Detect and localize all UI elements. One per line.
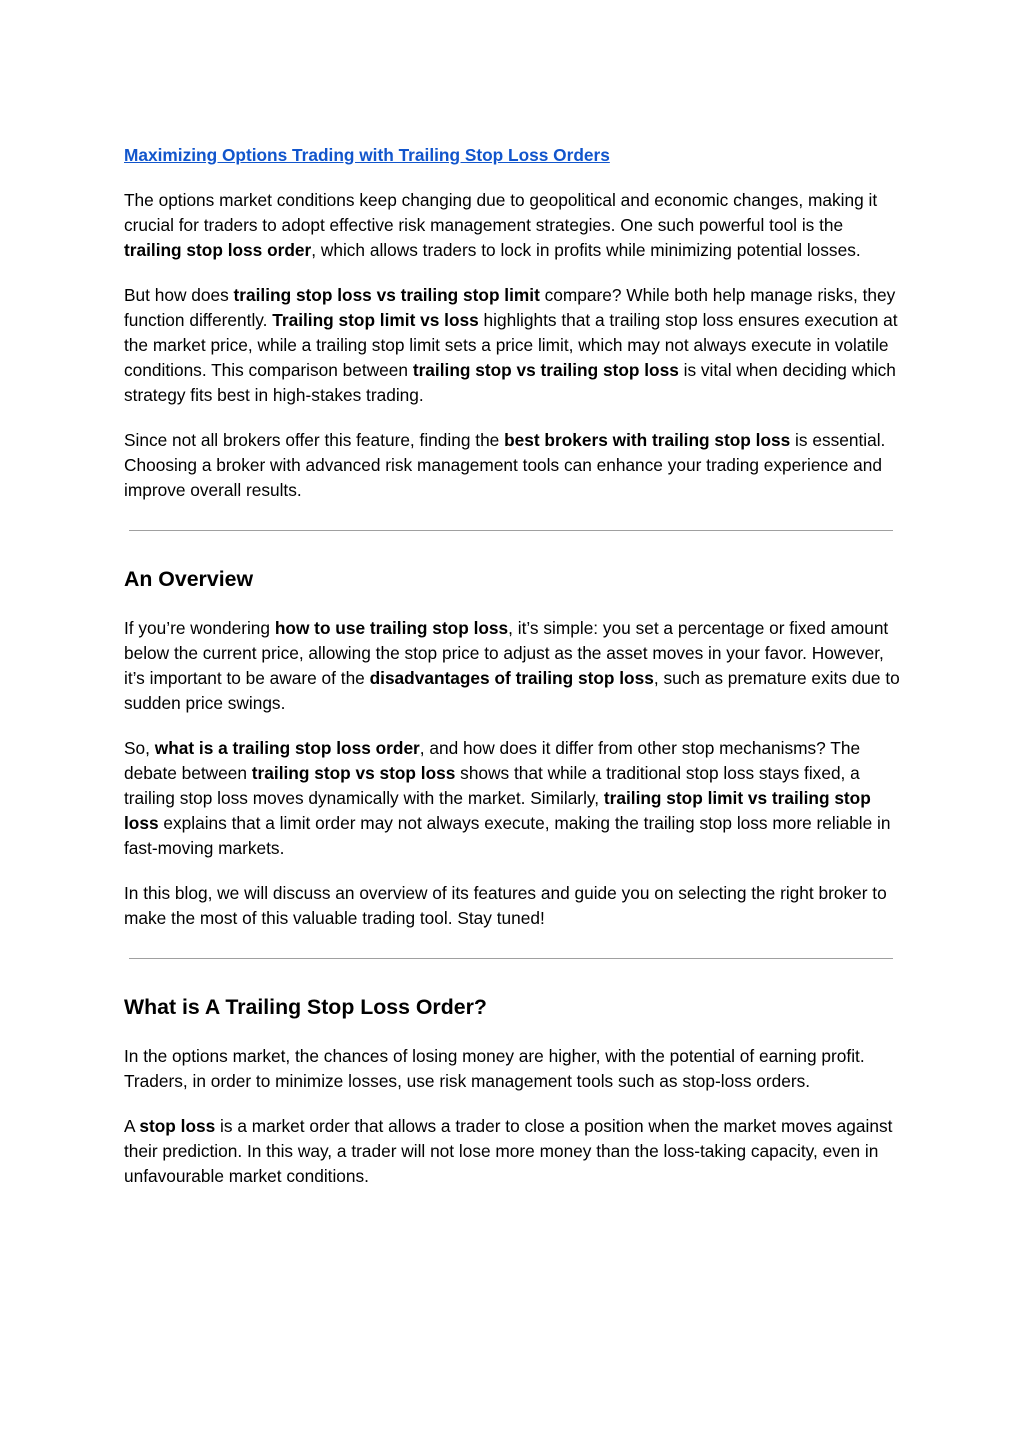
intro-paragraph-1 — [124, 188, 904, 263]
text-run: highlights that a trailing stop loss ensures execution at the market price, while a trailing stop limit sets a price limit, which may not always execute in volatile conditions. This comparison between — [124, 310, 898, 380]
bold-term: best brokers with trailing stop loss — [504, 430, 791, 450]
section-divider — [129, 530, 893, 531]
overview-paragraph-2 — [124, 736, 904, 861]
text-run: , and how does it differ from other stop mechanisms? The debate between — [124, 738, 861, 783]
text-run: , which allows traders to lock in profits while minimizing potential losses. — [311, 240, 861, 260]
bold-term: trailing stop limit vs trailing stop loss — [124, 788, 871, 833]
bold-term: what is a trailing stop loss order — [154, 738, 420, 758]
bold-term: stop loss — [139, 1116, 216, 1136]
bold-term: disadvantages of trailing stop loss — [369, 668, 654, 688]
text-run: is a market order that allows a trader to close a position when the market moves against their prediction. In this way, a trader will not lose more money than the loss-taking capacity, even in unfavourable market conditions. — [124, 1116, 893, 1186]
bold-term: trailing stop vs trailing stop loss — [412, 360, 679, 380]
bold-term: how to use trailing stop loss — [274, 618, 509, 638]
what-is-paragraph-1: In the options market, the chances of losing money are higher, with the potential of earning profit. Traders, in order to minimize losses, use risk management tools such as stop-loss orders. — [124, 1046, 865, 1091]
section-heading-what-is: What is A Trailing Stop Loss Order? — [124, 995, 487, 1019]
overview-paragraph-3: In this blog, we will discuss an overview of its features and guide you on selecting the right broker to make the most of this valuable trading tool. Stay tuned! — [124, 883, 887, 928]
text-run: compare? While both help manage risks, they function differently. — [124, 285, 896, 330]
text-run: Since not all brokers offer this feature, finding the — [124, 430, 505, 450]
title-link[interactable]: Maximizing Options Trading with Trailing Stop Loss Orders — [124, 145, 610, 165]
text-run: shows that while a traditional stop loss stays fixed, a trailing stop loss moves dynamically with the market. Similarly, — [124, 763, 860, 808]
text-run: , such as premature exits due to sudden price swings. — [124, 668, 900, 713]
overview-paragraph-1 — [124, 616, 904, 716]
text-run: So, — [124, 738, 155, 758]
text-run: is vital when deciding which strategy fits best in high-stakes trading. — [124, 360, 896, 405]
intro-paragraph-3 — [124, 428, 904, 503]
text-run: But how does — [124, 285, 234, 305]
text-run: is essential. Choosing a broker with advanced risk management tools can enhance your trading experience and improve overall results. — [124, 430, 886, 500]
text-run: , it’s simple: you set a percentage or fixed amount below the current price, allowing the stop price to adjust as the asset moves in your favor. However, it’s important to be aware of the — [124, 618, 889, 688]
intro-paragraph-2 — [124, 283, 904, 408]
what-is-paragraph-2 — [124, 1114, 904, 1189]
text-run: A — [124, 1116, 140, 1136]
bold-term: trailing stop loss vs trailing stop limit — [233, 285, 540, 305]
text-run: The options market conditions keep changing due to geopolitical and economic changes, making it crucial for traders to adopt effective risk management strategies. One such powerful tool is the — [124, 190, 878, 235]
bold-term: trailing stop vs stop loss — [251, 763, 456, 783]
text-run: explains that a limit order may not always execute, making the trailing stop loss more reliable in fast-moving markets. — [124, 813, 891, 858]
section-heading-overview: An Overview — [124, 567, 254, 591]
bold-term: Trailing stop limit vs loss — [272, 310, 479, 330]
bold-term: trailing stop loss order — [124, 240, 312, 260]
document-page — [124, 142, 904, 1209]
section-divider — [129, 958, 893, 959]
text-run: If you’re wondering — [124, 618, 275, 638]
